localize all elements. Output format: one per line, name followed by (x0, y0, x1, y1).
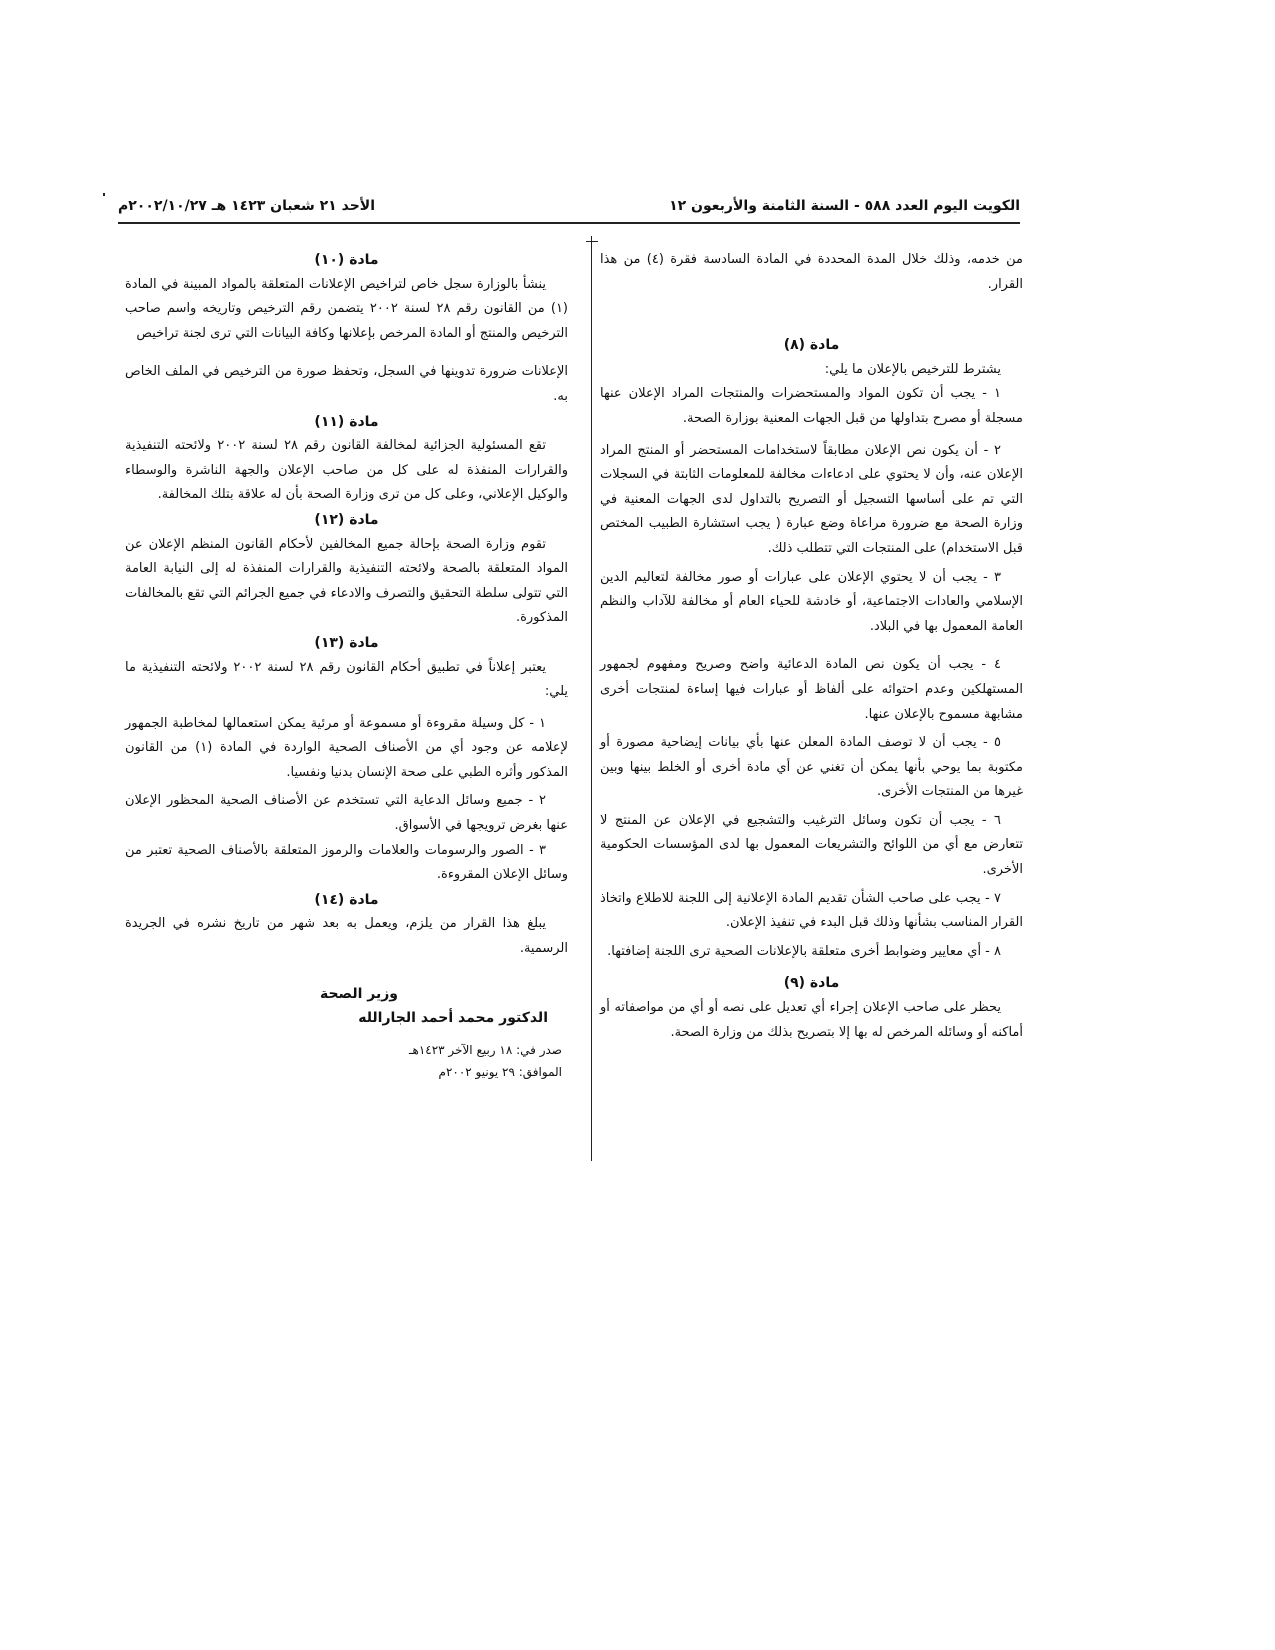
list-item: ٤ - يجب أن يكون نص المادة الدعائية واضح وصريح ومفهوم لجمهور المستهلكين وعدم احتوائه على ألفاظ أو عبارات فيها إساءة لمنتجات أخرى مشابهة مسموح بالإعلان عنها. (600, 657, 1023, 722)
article-body: يبلغ هذا القرار من يلزم، ويعمل به بعد شهر من تاريخ نشره في الجريدة الرسمية. (125, 916, 568, 957)
date-info: الأحد ٢١ شعبان ١٤٢٣ هـ ٢٠٠٢/١٠/٢٧م (118, 198, 376, 214)
article-13 (125, 631, 568, 888)
article-12 (125, 508, 568, 631)
right-column (600, 248, 1023, 1045)
column-divider (591, 236, 592, 1161)
article-14 (125, 888, 568, 962)
article-intro: يشترط للترخيص بالإعلان ما يلي: (824, 361, 1001, 377)
list-item: ١ - يجب أن تكون المواد والمستحضرات والمنتجات المراد الإعلان عنها مسجلة أو مصرح بتداولها من قبل الجهات المعنية بوزارة الصحة. (600, 386, 1023, 426)
article-9 (600, 971, 1023, 1045)
article-10 (125, 248, 568, 410)
article-title: مادة (٨) (783, 337, 840, 354)
article-title: مادة (٩) (783, 975, 840, 992)
minister-name: الدكتور محمد أحمد الجارالله (358, 1010, 548, 1027)
list-item: ٢ - جميع وسائل الدعاية التي تستخدم عن الأصناف الصحية المحظور الإعلان عنها بغرض ترويجها في الأسواق. (125, 793, 568, 834)
article-title: مادة (١٣) (314, 634, 379, 651)
article-body: تقع المسئولية الجزائية لمخالفة القانون رقم ٢٨ لسنة ٢٠٠٢ ولائحته التنفيذية والقرارات المنفذة له على كل من صاحب الإعلان والجهة الناشرة والوسطاء والوكيل الإعلاني، وعلى كل من ترى وزارة الصحة بأن له علاقة بتلك المخالفة. (125, 438, 568, 503)
list-item: ٦ - يجب أن تكون وسائل الترغيب والتشجيع في الإعلان عن المنتج لا تتعارض مع أي من اللوائح والتشريعات المعمول بها لدى المؤسسات الحكومية الأخرى. (600, 812, 1023, 878)
signature-block (125, 982, 568, 1031)
article-paragraph: ينشأ بالوزارة سجل خاص لتراخيص الإعلانات المتعلقة بالمواد المبينة في المادة (١) من القانون رقم ٢٨ لسنة ٢٠٠٢ يتضمن رقم الترخيص وتاريخه واسم صاحب الترخيص والمنتج أو المادة المرخص بإعلانها وكافة البيانات التي ترى لجنة تراخيص (125, 276, 568, 341)
article-8 (600, 333, 1023, 964)
article-intro: يعتبر إعلاناً في تطبيق أحكام القانون رقم ٢٨ لسنة ٢٠٠٢ ولائحته التنفيذية ما يلي: (125, 659, 568, 700)
list-item: ٣ - الصور والرسومات والعلامات والرموز المتعلقة بالأصناف الصحية تعتبر من وسائل الإعلان المقروءة. (125, 842, 568, 883)
issued-gregorian: الموافق: ٢٩ يونيو ٢٠٠٢م (438, 1064, 562, 1079)
left-column (125, 248, 568, 1083)
list-item: ٧ - يجب على صاحب الشأن تقديم المادة الإعلانية إلى اللجنة للاطلاع واتخاذ القرار المناسب بشأنها وذلك قبل البدء في تنفيذ الإعلان. (600, 890, 1023, 931)
list-item: ٣ - يجب أن لا يحتوي الإعلان على عبارات أو صور مخالفة لتعاليم الدين الإسلامي والعادات الاجتماعية، أو خادشة للحياء العام أو مخالفة للآداب والنظم العامة المعمول بها في البلاد. (600, 569, 1023, 634)
list-item: ١ - كل وسيلة مقروءة أو مسموعة أو مرئية يمكن استعمالها لمخاطبة الجمهور لإعلامه عن وجود أي من الأصناف الصحية الواردة في المادة (١) من القانون المذكور وأثره الطبي على صحة الإنسان بدنيا ونفسيا. (125, 715, 569, 780)
header-rule (118, 222, 1020, 224)
column-divider-tick (586, 241, 598, 242)
article-title: مادة (١٠) (314, 252, 379, 268)
article-title: مادة (١١) (314, 413, 379, 430)
article-paragraph: الإعلانات ضرورة تدوينها في السجل، وتحفظ صورة من الترخيص في الملف الخاص به. (125, 364, 568, 404)
article-title: مادة (١٤) (314, 891, 379, 908)
list-item: ٢ - أن يكون نص الإعلان مطابقاً لاستخدامات المستحضر أو المنتج المراد الإعلان عنه، وأن لا يحتوي على ادعاءات مخالفة للمعلومات الثابتة في السجلات التي تم على أساسها التسجيل أو التصريح بالتداول لدى الجهات المعنية في وزارة الصحة مع ضرورة مراعاة وضع عبارة ( يجب استشارة الطبيب المختص قبل الاستخدام) على المنتجات التي تتطلب ذلك. (600, 442, 1023, 556)
article-11 (125, 410, 568, 508)
article-title: مادة (١٢) (314, 511, 379, 528)
issue-info: الكويت اليوم العدد ٥٨٨ - السنة الثامنة والأربعون ١٢ (669, 198, 1020, 214)
article-body: تقوم وزارة الصحة بإحالة جميع المخالفين لأحكام القانون المنظم الإعلان عن المواد المتعلقة بالصحة ولائحته التنفيذية والقرارات المنفذة له إلى النيابة العامة التي تتولى سلطة التحقيق والتصرف والادعاء في جميع الجرائم التي تقع بالمخالفات المذكورة. (125, 536, 568, 626)
article-body: يحظر على صاحب الإعلان إجراء أي تعديل على نصه أو أي من مواصفاته أو أماكنه أو وسائله المرخص له بها إلا بتصريح بذلك من وزارة الصحة. (600, 1000, 1023, 1040)
continuation-text: من خدمه، وذلك خلال المدة المحددة في المادة السادسة فقرة (٤) من هذا القرار. (600, 252, 1023, 292)
list-item: ٨ - أي معايير وضوابط أخرى متعلقة بالإعلانات الصحية ترى اللجنة إضافتها. (607, 943, 1001, 959)
list-item: ٥ - يجب أن لا توصف المادة المعلن عنها بأي بيانات إيضاحية مصورة أو مكتوبة بما يوحي بأنها يمكن أن تغني عن أي مادة أخرى أو الخلط بينها وبين غيرها من المنتجات الأخرى. (600, 735, 1023, 800)
minister-title: وزير الصحة (319, 985, 398, 1002)
scan-speck (103, 193, 105, 196)
issue-dates (125, 1039, 568, 1083)
page-header (118, 196, 1020, 222)
issued-hijri: صدر في: ١٨ ربيع الآخر ١٤٢٣هـ (408, 1042, 562, 1057)
